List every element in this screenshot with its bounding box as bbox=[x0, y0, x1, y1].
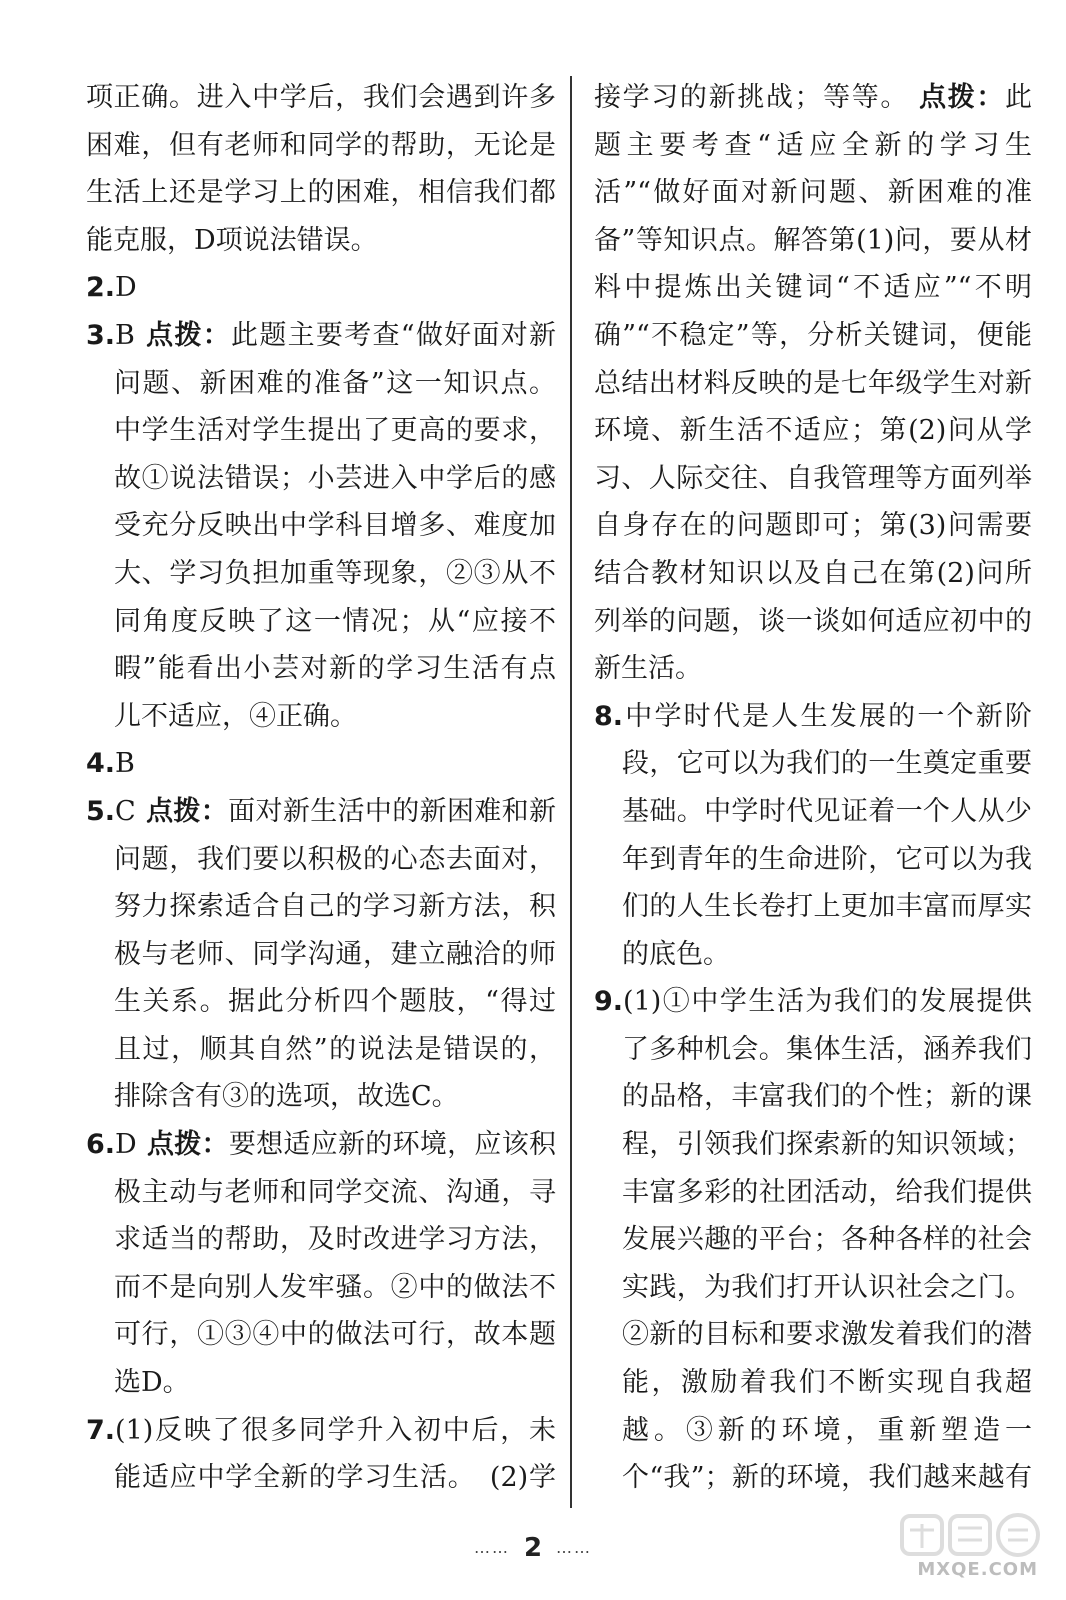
item-hint-label: 点拨： bbox=[145, 795, 229, 827]
continuation-hint-text: 此题主要考查“适应全新的学习生活”“做好面对新问题、新困难的准备”等知识点。解答第(1)问，要从材料中提炼出关键词“不适应”“不明确”“不稳定”等，分析关键词，便能总结出材料反映的是七年级学生对新环境、新生活不适应；第(2)问从学习、人际交往、自我管理等方面列举自身存在的问题即可；第(3)问需要结合教材知识以及自己在第(2)问所列举的问题，谈一谈如何适应初中的新生活。 bbox=[594, 82, 1032, 685]
item-hint-label: 点拨： bbox=[919, 82, 1006, 113]
item-hint-label: 点拨： bbox=[146, 1129, 229, 1161]
right-continuation bbox=[594, 74, 1032, 693]
answer-item-7 bbox=[86, 1407, 556, 1504]
item-number: 6. bbox=[86, 1129, 116, 1161]
item-text: (1)反映了很多同学升入初中后，未能适应中学全新的学习生活。 (2)学 bbox=[114, 1414, 556, 1494]
item-text: 面对新生活中的新困难和新问题，我们要以积极的心态去面对，努力探索适合自己的学习新方法，积极与老师、同学沟通，建立融洽的师生关系。据此分析四个题肢，“得过且过，顺其自然”的说法是错误的，排除含有③的选项，故选C。 bbox=[114, 795, 556, 1113]
answer-item-9 bbox=[594, 978, 1032, 1504]
item-number: 5. bbox=[86, 795, 116, 827]
answer-item-5 bbox=[86, 788, 556, 1121]
page-number: 2 bbox=[523, 1532, 543, 1563]
continuation-text: 接学习的新挑战；等等。 bbox=[594, 82, 910, 113]
watermark-text: MXQE.COM bbox=[917, 1559, 1038, 1580]
item-text: 此题主要考查“做好面对新问题、新困难的准备”这一知识点。中学生活对学生提出了更高的要求，故①说法错误；小芸进入中学后的感受充分反映出中学科目增多、难度加大、学习负担加重等现象，②③从不同角度反映了这一情况；从“应接不暇”能看出小芸对新的学习生活有点儿不适应，④正确。 bbox=[114, 319, 556, 732]
footer-dots-left: …… bbox=[473, 1538, 510, 1557]
item-number: 4. bbox=[86, 748, 116, 780]
right-column bbox=[594, 74, 1032, 1504]
item-number: 8. bbox=[594, 700, 624, 732]
answer-item-2 bbox=[86, 264, 556, 312]
footer-dots-right: …… bbox=[556, 1538, 593, 1557]
item-hint-label: 点拨： bbox=[144, 319, 232, 351]
item-answer: B bbox=[115, 748, 135, 780]
left-column bbox=[86, 74, 556, 1504]
item-text: (1)①中学生活为我们的发展提供了多种机会。集体生活，涵养我们的品格，丰富我们的个性；新的课程，引领我们探索新的知识领域；丰富多彩的社团活动，给我们提供发展兴趣的平台；各种各样的社会实践，为我们打开认识社会之门。②新的目标和要求激发着我们的潜能，激励着我们不断实现自我超越。③新的环境，重新塑造一个“我”；新的环境，我们越来越有 bbox=[622, 986, 1032, 1494]
item-text: 要想适应新的环境，应该积极主动与老师和同学交流、沟通，寻求适当的帮助，及时改进学习方法，而不是向别人发牢骚。②中的做法不可行，①③④中的做法可行，故本题选D。 bbox=[114, 1129, 556, 1399]
answer-item-4 bbox=[86, 740, 556, 788]
item-answer: C bbox=[115, 795, 136, 827]
item-number: 3. bbox=[86, 319, 116, 351]
item-answer: D bbox=[115, 272, 137, 304]
column-divider bbox=[570, 76, 572, 1508]
item-number: 7. bbox=[86, 1414, 116, 1446]
item-number: 9. bbox=[594, 986, 624, 1018]
item-number: 2. bbox=[86, 272, 116, 304]
answer-item-3 bbox=[86, 312, 556, 740]
item-answer: D bbox=[115, 1129, 137, 1161]
left-continuation: 项正确。进入中学后，我们会遇到许多困难，但有老师和同学的帮助，无论是生活上还是学习上的困难，相信我们都能克服，D项说法错误。 bbox=[86, 82, 556, 256]
answer-item-8 bbox=[594, 693, 1032, 979]
item-text: 中学时代是人生发展的一个新阶段，它可以为我们的一生奠定重要基础。中学时代见证着一个人从少年到青年的生命进阶，它可以为我们的人生长卷打上更加丰富而厚实的底色。 bbox=[622, 700, 1032, 970]
answer-item-6 bbox=[86, 1121, 556, 1407]
item-answer: B bbox=[115, 319, 135, 351]
